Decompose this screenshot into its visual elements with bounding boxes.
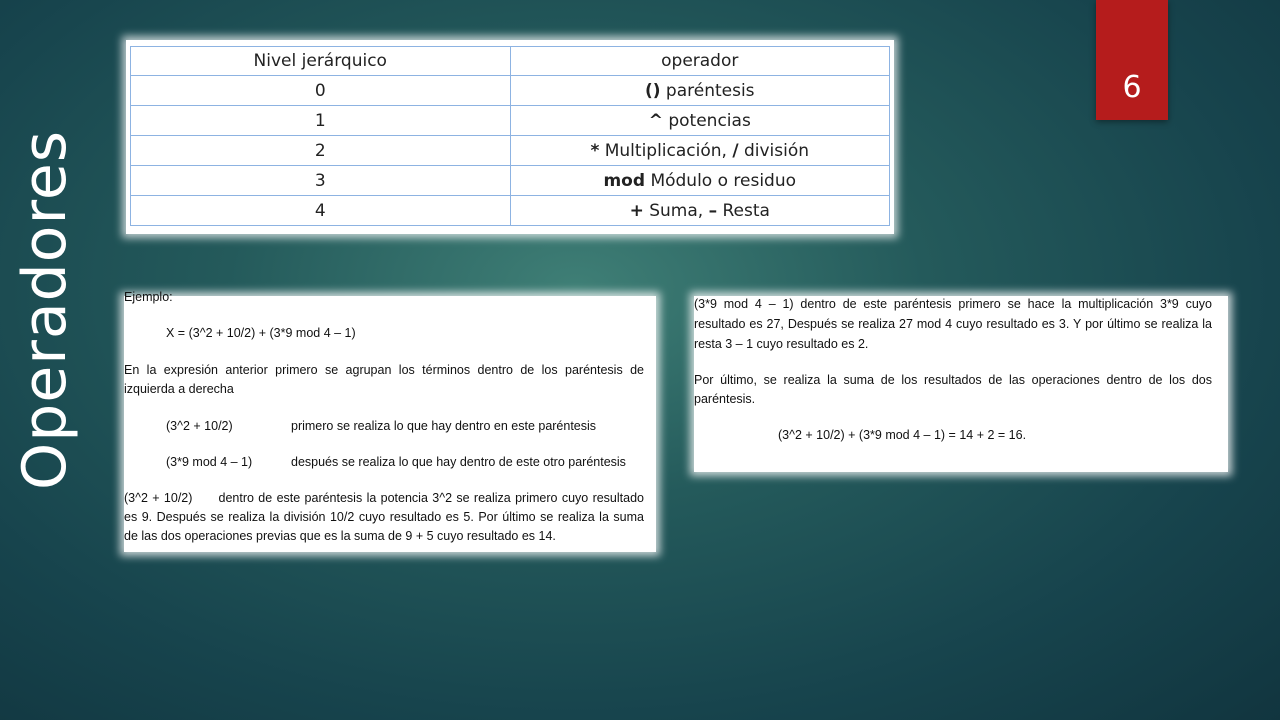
step-text: primero se realiza lo que hay dentro en este paréntesis [291, 419, 597, 433]
paragraph-line: (3^2 + 10/2) dentro de este paréntesis la potencia 3^2 se realiza primero cuyo resultado [124, 491, 644, 505]
operator-symbol: () [644, 80, 661, 101]
intro-line: En la expresión anterior primero se agrupan los términos dentro de los paréntesis de [124, 363, 644, 377]
example-expression: X = (3^2 + 10/2) + (3*9 mod 4 – 1) [166, 326, 356, 340]
operator-desc: Suma, [649, 200, 704, 221]
operator-cell [510, 76, 890, 106]
example-heading: Ejemplo: [124, 290, 173, 304]
level-cell: 0 [131, 76, 511, 106]
operator-cell [510, 106, 890, 136]
table-row [131, 196, 890, 226]
operator-desc: división [743, 140, 810, 161]
operator-symbol: + [629, 200, 644, 221]
operator-desc: Módulo o residuo [650, 170, 797, 191]
column-header-operator: operador [510, 47, 890, 76]
paragraph-line: de las dos operaciones previas que es la suma de 9 + 5 cuyo resultado es 14. [124, 529, 556, 543]
intro-line: izquierda a derecha [124, 382, 234, 396]
level-cell: 1 [131, 106, 511, 136]
step-text: después se realiza lo que hay dentro de este otro paréntesis [291, 455, 626, 469]
precedence-table-card [126, 40, 894, 234]
table-row [131, 76, 890, 106]
step-expression: (3*9 mod 4 – 1) [166, 455, 253, 469]
paragraph-line: paréntesis. [694, 392, 756, 406]
paragraph-line: es 9. Después se realiza la división 10/2 cuyo resultado es 5. Por último se realiza la suma [124, 510, 644, 524]
operator-symbol: – [708, 200, 718, 221]
operator-cell [510, 136, 890, 166]
paragraph-line: Por último, se realiza la suma de los resultados de las operaciones dentro de los dos [694, 373, 1212, 387]
slide-title: Operadores [10, 130, 80, 490]
operator-desc: Multiplicación, [604, 140, 727, 161]
operator-symbol: * [590, 140, 600, 161]
operator-desc: paréntesis [665, 80, 755, 101]
operator-symbol: ^ [648, 110, 663, 131]
operator-cell [510, 196, 890, 226]
table-header-row [131, 47, 890, 76]
operator-symbol: / [732, 140, 739, 161]
precedence-table [130, 46, 890, 226]
operator-desc: Resta [722, 200, 770, 221]
level-cell: 2 [131, 136, 511, 166]
step-row [166, 417, 596, 436]
operator-symbol: mod [603, 170, 646, 191]
final-expression: (3^2 + 10/2) + (3*9 mod 4 – 1) = 14 + 2 = 16. [778, 428, 1027, 442]
table-row [131, 106, 890, 136]
level-cell: 4 [131, 196, 511, 226]
table-row [131, 166, 890, 196]
paragraph-line: resta 3 – 1 cuyo resultado es 2. [694, 337, 869, 351]
operator-desc: potencias [668, 110, 751, 131]
column-header-level: Nivel jerárquico [131, 47, 511, 76]
step-expression: (3^2 + 10/2) [166, 419, 233, 433]
step-row [166, 453, 626, 472]
level-cell: 3 [131, 166, 511, 196]
operator-cell [510, 166, 890, 196]
page-number-badge: 6 [1096, 0, 1168, 120]
example-card [124, 290, 656, 552]
paragraph-line: resultado es 27, Después se realiza 27 mod 4 cuyo resultado es 3. Y por último se realiza la [694, 317, 1212, 331]
continuation-card [694, 296, 1228, 472]
paragraph-line: (3*9 mod 4 – 1) dentro de este paréntesis primero se hace la multiplicación 3*9 cuyo [694, 297, 1212, 311]
table-row [131, 136, 890, 166]
